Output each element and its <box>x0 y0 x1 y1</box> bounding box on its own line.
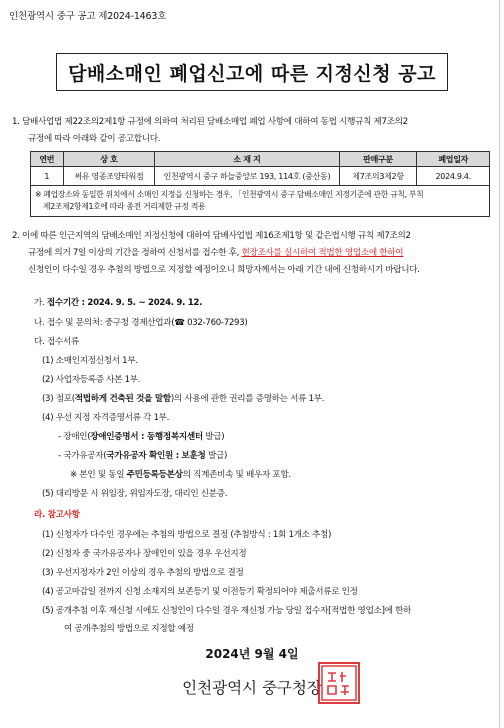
cell-closing-date: 2024.9.4. <box>417 167 490 186</box>
table-note-line1: ※ 폐업장소와 동일한 위치에서 소매인 지정을 신청하는 경우, 「인천광역시 중구 담배소매인 지정기준에 관한 규칙, 부칙 <box>35 190 424 199</box>
cell-address: 인천광역시 중구 하늘중앙로 193, 114호 (중산동) <box>155 167 339 186</box>
doc-item-3-c: )의 사용에 관한 권리를 증명하는 서류 1부. <box>170 394 325 404</box>
page-edge-line <box>499 0 500 728</box>
section1-line1: 1. 담배사업법 제22조의2제1항 규정에 의하여 처리된 담배소매업 폐업 사항에 대하여 동법 시행규칙 제7조의2 <box>12 117 408 127</box>
header-closing-date: 폐업일자 <box>417 152 490 167</box>
doc-item-3 <box>42 392 324 404</box>
table-note-line2: 제2조제2항제1호에 따라 종전 거리제한 규정 적용 <box>43 202 206 211</box>
section1-line2: 규정에 따라 아래와 같이 공고합니다. <box>28 134 161 144</box>
doc-item-4-note <box>70 468 291 480</box>
signer: 인천광역시 중구청장 <box>182 679 322 697</box>
header-number: 연번 <box>31 152 64 167</box>
header-name: 상 호 <box>63 152 155 167</box>
table-row <box>31 167 490 186</box>
doc-item-4b-a: - 국가유공자( <box>58 451 107 461</box>
section2-line2-text: 규정에 의거 7일 이상의 기간을 정하여 신청서를 접수한 후, <box>28 248 242 258</box>
doc-item-4a <box>58 430 224 442</box>
note-item-5-line2: 여 공개추첨의 방법으로 지정할 예정 <box>64 624 194 634</box>
document-number: 인천광역시 중구 공고 제2024-1463호 <box>9 11 167 22</box>
doc-item-1: (1) 소매인지정신청서 1부. <box>42 356 138 366</box>
header-sale-type: 판매구분 <box>339 152 417 167</box>
table-note-row <box>31 186 490 217</box>
cell-name: 써유 영종조양타워점 <box>63 167 155 186</box>
period-prefix: 가. <box>34 298 47 308</box>
period-label: 접수기간 : 2024. 9. 5. ~ 2024. 9. 12. <box>46 298 203 308</box>
doc-item-4b-c: 발급) <box>205 451 228 461</box>
doc-item-4b-bold: 국가유공자 확인원 : 보훈청 <box>106 451 206 461</box>
cell-number: 1 <box>31 167 64 186</box>
notes-header: 라. 참고사항 <box>34 510 80 520</box>
announcement-date: 2024년 9월 4일 <box>205 647 299 661</box>
docs-header: 다. 접수서류 <box>34 337 79 347</box>
note-item-5-line1: (5) 공개추첨 이후 재신청 시에도 신청인이 다수일 경우 재신청 가능 당일 접수자[적법한 영업소]에 한하 <box>42 606 412 616</box>
doc-item-4-note-c: 의 직계존비속 및 배우자 포함. <box>182 470 291 480</box>
note-item-2: (2) 신청자 중 국가유공자나 장애인이 있을 경우 우선지정 <box>42 549 247 559</box>
header-address: 소 재 지 <box>155 152 339 167</box>
doc-item-4-note-a: ※ 본인 및 동일 <box>70 470 127 480</box>
page-title: 담배소매인 폐업신고에 따른 지정신청 공고 <box>68 62 436 85</box>
doc-item-4-note-bold: 주민등록등본상 <box>126 470 183 480</box>
table-note <box>31 186 490 217</box>
cell-sale-type: 제7조의3제2항 <box>339 167 417 186</box>
note-item-4: (4) 공고마감일 전까지 신청 소재지의 보존등기 및 이전등기 확정되어야 제출서류로 인정 <box>42 587 358 597</box>
doc-item-3-bold: 적법하게 건축된 것을 말함 <box>74 394 171 404</box>
title-box <box>56 53 448 91</box>
note-item-1: (1) 신청자가 다수인 경우에는 추첨의 방법으로 결정 (추첨방식 : 1회 1개소 추첨) <box>42 530 332 540</box>
seal-icon <box>320 664 358 702</box>
doc-item-5: (5) 대리방문 시 위임장, 위임자도장, 대리인 신분증. <box>42 489 228 499</box>
doc-item-2: (2) 사업자등록증 사본 1부. <box>42 375 141 385</box>
closed-store-table <box>30 151 490 217</box>
section2-line1: 2. 이에 따른 인근지역의 담배소매인 지정신청에 대하여 담배사업법 제16조제1항 및 같은법시행 규칙 제7조의2 <box>12 231 411 241</box>
application-period <box>34 296 202 308</box>
note-item-3: (3) 우선지정자가 2인 이상의 경우 추첨의 방법으로 결정 <box>42 568 244 578</box>
official-seal-stamp <box>318 662 360 704</box>
contact-info: 나. 접수 및 문의처: 중구청 경제산업과(☎ 032-760-7293) <box>34 318 248 328</box>
doc-item-4a-a: - 장애인( <box>58 432 91 442</box>
table-header-row <box>31 152 490 167</box>
section2-highlight: 현장조사를 실시하여 적법한 영업소에 한하여 <box>241 248 404 258</box>
section2-line3: 신청인이 다수일 경우 추첨의 방법으로 지정할 예정이오니 희망자께서는 아래 기간 내에 신청하시기 바랍니다. <box>28 265 420 275</box>
doc-item-3-a: (3) 점포( <box>42 394 75 404</box>
doc-item-4a-c: 발급) <box>202 432 225 442</box>
doc-item-4: (4) 우선 지정 자격증명서류 각 1부. <box>42 413 170 423</box>
doc-item-4b <box>58 449 227 461</box>
doc-item-4a-bold: 장애인증명서 : 동행정복지센터 <box>90 432 203 442</box>
